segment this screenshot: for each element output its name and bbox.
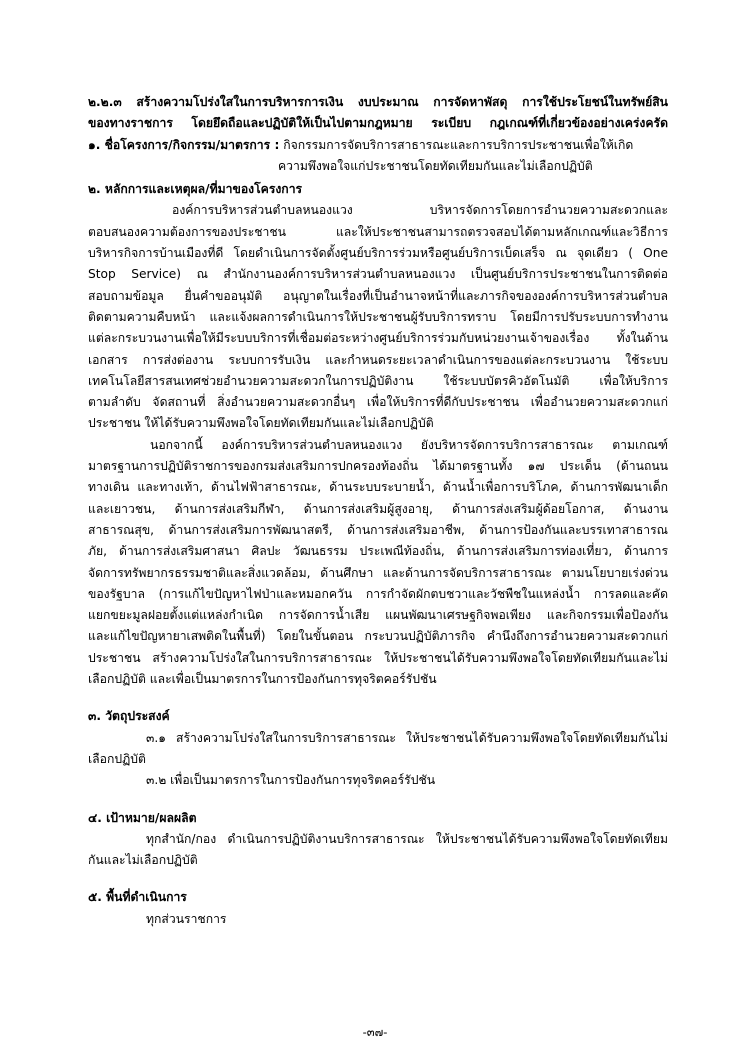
paragraph-line: ของรัฐบาล (การแก้ไขปัญหาไฟป่าและหมอกควัน การกำจัดผักตบชวาและวัชพืชในแหล่งน้ำ การลดและคัด: [88, 586, 668, 601]
paragraph-line: ตอบสนองความต้องการของประชาชน และให้ประชาชนสามารถตรวจสอบได้ตามหลักเกณฑ์และวิธีการ: [88, 224, 668, 239]
section-1-label: ๑. ชื่อโครงการ/กิจกรรม/มาตรการ :: [88, 137, 280, 152]
paragraph-line: ติดตามความคืบหน้า และแจ้งผลการดำเนินการให้ประชาชนผู้รับบริการทราบ โดยมีการปรับระบบการทำงาน: [88, 309, 668, 324]
paragraph-line: และแก้ไขปัญหายาเสพติดในพื้นที่) โดยในขั้นตอน กระบวนปฏิบัติภารกิจ คำนึงถึงการอำนวยความสะดวกแก่: [88, 629, 668, 644]
page-number: -๓๗-: [362, 1025, 388, 1039]
section-1-line-1: [88, 135, 668, 156]
objective-1-continued: เลือกปฏิบัติ: [88, 751, 146, 766]
section-2-paragraph-2: [88, 435, 668, 691]
section-5-title: ๕. พื้นที่ดำเนินการ: [88, 890, 187, 905]
paragraph-line: ทางเดิน และทางเท้า, ด้านไฟฟ้าสาธารณะ, ด้านระบบระบายน้ำ, ด้านน้ำเพื่อการบริโภค, ด้านการพัฒนาเด็ก: [88, 480, 668, 495]
paragraph-line: บริหารกิจการบ้านเมืองที่ดี โดยดำเนินการจัดตั้งศูนย์บริการร่วมหรือศูนย์บริการเบ็ดเสร็จ ณ จุดเดียว ( One: [88, 246, 668, 261]
paragraph-line: องค์การบริหารส่วนตำบลหนองแวง บริหารจัดการโดยการอำนวยความสะดวกและ: [172, 203, 668, 218]
paragraph-line: แต่ละกระบวนงานเพื่อให้มีระบบบริการที่เชื่อมต่อระหว่างศูนย์บริการร่วมกับหน่วยงานเจ้าของเรื่อง ทั้งในด้าน: [88, 331, 668, 346]
paragraph-line: และเยาวชน, ด้านการส่งเสริมกีฬา, ด้านการส่งเสริมผู้สูงอายุ, ด้านการส่งเสริมผู้ด้อยโอกาส, ด้านงาน: [88, 501, 668, 516]
heading-line-1: ๒.๒.๓ สร้างความโปร่งใสในการบริหารการเงิน งบประมาณ การจัดหาพัสดุ การใช้ประโยชน์ในทรัพย์สิน: [88, 95, 668, 109]
section-1-line-2: ความพึงพอใจแก่ประชาชนโดยทัดเทียมกันและไม่เลือกปฏิบัติ: [278, 158, 593, 173]
paragraph-line: แยกขยะมูลฝอยตั้งแต่แหล่งกำเนิด การจัดการน้ำเสีย แผนพัฒนาเศรษฐกิจพอเพียง และกิจกรรมเพื่อป้องกัน: [88, 608, 668, 623]
paragraph-line: ประชาชน สร้างความโปร่งใสในการบริการสาธารณะ ให้ประชาชนได้รับความพึงพอใจโดยทัดเทียมกันและไม่: [88, 650, 668, 665]
paragraph-line: ประชาชน ให้ได้รับความพึงพอใจโดยทัดเทียมกันและไม่เลือกปฏิบัติ: [88, 416, 434, 431]
section-2-title: ๒. หลักการและเหตุผล/ที่มาของโครงการ: [88, 182, 303, 197]
paragraph-line: สาธารณสุข, ด้านการส่งเสริมการพัฒนาสตรี, ด้านการส่งเสริมอาชีพ, ด้านการป้องกันและบรรเทาสาธารณ: [88, 522, 668, 537]
heading-line-2: ของทางราชการ โดยยึดถือและปฏิบัติให้เป็นไปตามกฎหมาย ระเบียบ กฎเกณฑ์ที่เกี่ยวข้องอย่างเคร่งครัด: [88, 116, 668, 131]
paragraph-line: สอบถามข้อมูล ยื่นคำขออนุมัติ อนุญาตในเรื่องที่เป็นอำนาจหน้าที่และภารกิจขององค์การบริหารส่วนตำบล: [88, 288, 668, 303]
section-2-paragraph-1: [88, 200, 668, 434]
section-1-text: กิจกรรมการจัดบริการสาธารณะและการบริการประชาชนเพื่อให้เกิด: [283, 137, 634, 152]
paragraph-line: จัดการทรัพยากรธรรมชาติและสิ่งแวดล้อม, ด้านศึกษา และด้านการจัดบริการสาธารณะ ตามนโยบายเร่งด่วน: [88, 565, 668, 580]
section-3-title: ๓. วัตถุประสงค์: [88, 709, 170, 724]
objective-2: ๓.๒ เพื่อเป็นมาตรการในการป้องกันการทุจริตคอร์รัปชัน: [146, 773, 436, 788]
objective-1: ๓.๑ สร้างความโปร่งใสในการบริการสาธารณะ ให้ประชาชนได้รับความพึงพอใจโดยทัดเทียมกันไม่: [146, 730, 668, 745]
target-text-continued: กันและไม่เลือกปฏิบัติ: [88, 853, 198, 868]
paragraph-line: เทคโนโลยีสารสนเทศช่วยอำนวยความสะดวกในการปฏิบัติงาน ใช้ระบบบัตรคิวอัตโนมัติ เพื่อให้บริการ: [88, 373, 668, 388]
paragraph-line: นอกจากนี้ องค์การบริหารส่วนตำบลหนองแวง ยังบริหารจัดการบริการสาธารณะ ตามเกณฑ์: [150, 437, 668, 452]
section-4-title: ๔. เป้าหมาย/ผลผลิต: [88, 810, 197, 825]
paragraph-line: ตามลำดับ จัดสถานที่ สิ่งอำนวยความสะดวกอื่นๆ เพื่อให้บริการที่ดีกับประชาชน เพื่ออำนวยความสะดวกแก่: [88, 395, 668, 410]
document-content: [88, 92, 668, 930]
paragraph-line: ภัย, ด้านการส่งเสริมศาสนา ศิลปะ วัฒนธรรม ประเพณีท้องถิ่น, ด้านการส่งเสริมการท่องเที่ยว, ด้านการ: [88, 544, 668, 559]
area-text: ทุกส่วนราชการ: [146, 911, 227, 926]
paragraph-line: Stop Service) ณ สำนักงานองค์การบริหารส่วนตำบลหนองแวง เป็นศูนย์บริการประชาชนในการติดต่อ: [88, 267, 668, 282]
paragraph-line: มาตรฐานการปฏิบัติราชการของกรมส่งเสริมการปกครองท้องถิ่น ได้มาตรฐานทั้ง ๑๗ ประเด็น (ด้านถนน: [88, 459, 668, 474]
paragraph-line: เลือกปฏิบัติ และเพื่อเป็นมาตรการในการป้องกันการทุจริตคอร์รัปชัน: [88, 672, 437, 687]
paragraph-line: เอกสาร การส่งต่องาน ระบบการรับเงิน และกำหนดระยะเวลาดำเนินการของแต่ละกระบวนงาน ใช้ระบบ: [88, 352, 668, 367]
target-text: ทุกสำนัก/กอง ดำเนินการปฏิบัติงานบริการสาธารณะ ให้ประชาชนได้รับความพึงพอใจโดยทัดเทียม: [146, 831, 668, 846]
